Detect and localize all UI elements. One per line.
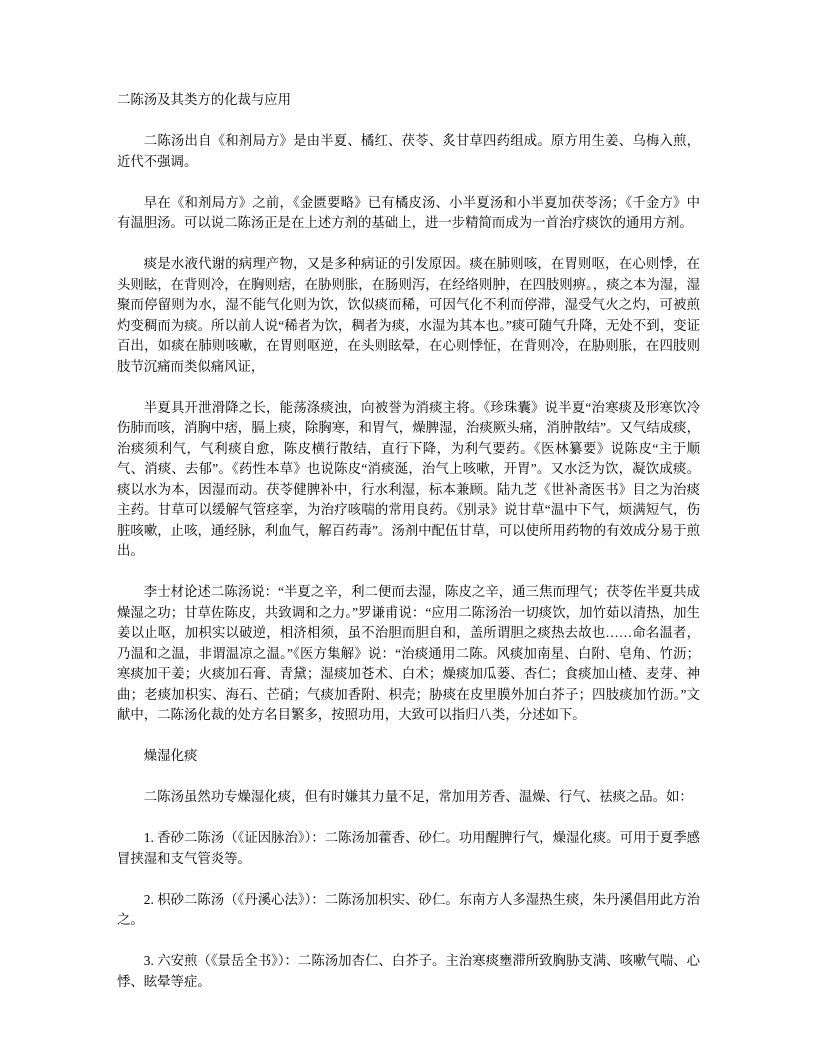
list-item-xiangsha-erchentang: 1. 香砂二陈汤（《证因脉治》）：二陈汤加藿香、砂仁。功用醒脾行气，燥湿化痰。可用于夏季感冒挟湿和支气管炎等。 bbox=[117, 830, 700, 866]
document-title: 二陈汤及其类方的化裁与应用 bbox=[117, 92, 292, 107]
list-item-zhisha-erchentang: 2. 枳砂二陈汤（《丹溪心法》）：二陈汤加枳实、砂仁。东南方人多湿热生痰，朱丹溪倡用此方治之。 bbox=[117, 891, 700, 927]
paragraph-physician-quotes: 李士材论述二陈汤说：“半夏之辛，利二便而去湿，陈皮之辛，通三焦而理气；茯苓佐半夏共成燥湿之功；甘草佐陈皮，共致调和之力。”罗谦甫说：“应用二陈汤治一切痰饮，加竹茹以清热，加生姜以止呕，加枳实以破逆，相济相须，虽不治胆而胆自和，盖所谓胆之痰热去故也……命名温者，乃温和之温，非谓温凉之温。”《医方集解》说：“治痰通用二陈。风痰加南星、白附、皂角、竹沥；寒痰加干姜；火痰加石膏、青黛；湿痰加苍术、白术；燥痰加瓜蒌、杏仁；食痰加山楂、麦芽、神曲；老痰加枳实、海石、芒硝；气痰加香附、枳壳；胁痰在皮里膜外加白芥子；四肢痰加竹沥。”文献中，二陈汤化裁的处方名目繁多，按照功用，大致可以指归八类，分述如下。 bbox=[117, 584, 700, 722]
paragraph-herb-functions: 半夏具开泄滑降之长，能荡涤痰浊，向被誉为消痰主将。《珍珠囊》说半夏“治寒痰及形寒饮冷伤肺而咳，消胸中痞，膈上痰，除胸寒，和胃气，燥脾湿，治痰厥头痛，消肿散结”。又气结成痰，治痰须利气，气利痰自愈，陈皮横行散结，直行下降，为利气要药。《医林纂要》说陈皮“主于顺气、消痰、去郁”。《药性本草》也说陈皮“消痰涎，治气上咳嗽，开胃”。又水泛为饮，凝饮成痰。痰以水为本，因湿而动。茯苓健脾补中，行水利湿，标本兼顾。陆九芝《世补斋医书》目之为治痰主药。甘草可以缓解气管痉挛，为治疗咳喘的常用良药。《别录》说甘草“温中下气，烦满短气，伤脏咳嗽，止咳，通经脉，利血气，解百药毒”。汤剂中配伍甘草，可以使所用药物的有效成分易于煎出。 bbox=[117, 399, 700, 558]
section-heading-dryness-resolving-phlegm: 燥湿化痰 bbox=[143, 748, 198, 763]
list-item-liuanjian: 3. 六安煎（《景岳全书》）：二陈汤加杏仁、白芥子。主治寒痰壅滞所致胸胁支满、咳嗽气喘、心悸、眩晕等症。 bbox=[117, 953, 700, 989]
paragraph-section-intro: 二陈汤虽然功专燥湿化痰，但有时嫌其力量不足，常加用芳香、温燥、行气、祛痰之品。如： bbox=[143, 789, 693, 804]
paragraph-origin: 二陈汤出自《和剂局方》是由半夏、橘红、茯苓、炙甘草四药组成。原方用生姜、乌梅入煎，近代不强调。 bbox=[117, 133, 700, 169]
paragraph-phlegm-pathology: 痰是水液代谢的病理产物，又是多种病证的引发原因。痰在肺则咳，在胃则呕，在心则悸，在头则眩，在背则冷，在胸则痞，在胁则胀，在肠则泻，在经络则肿，在四肢则痹。，痰之本为湿，湿聚而停留则为水，湿不能气化则为饮，饮似痰而稀，可因气化不利而停滞，湿受气火之灼，可被煎灼变稠而为痰。所以前人说“稀者为饮，稠者为痰，水湿为其本也。”痰可随气升降，无处不到，变证百出，如痰在肺则咳嗽，在胃则呕逆，在头则眩晕，在心则悸怔，在背则冷，在胁则胀，在四肢则肢节沉痛而类似痛风证， bbox=[117, 256, 700, 374]
paragraph-history: 早在《和剂局方》之前，《金匮要略》已有橘皮汤、小半夏汤和小半夏加茯苓汤；《千金方》中有温胆汤。可以说二陈汤正是在上述方剂的基础上，进一步精简而成为一首治疗痰饮的通用方剂。 bbox=[117, 194, 700, 230]
